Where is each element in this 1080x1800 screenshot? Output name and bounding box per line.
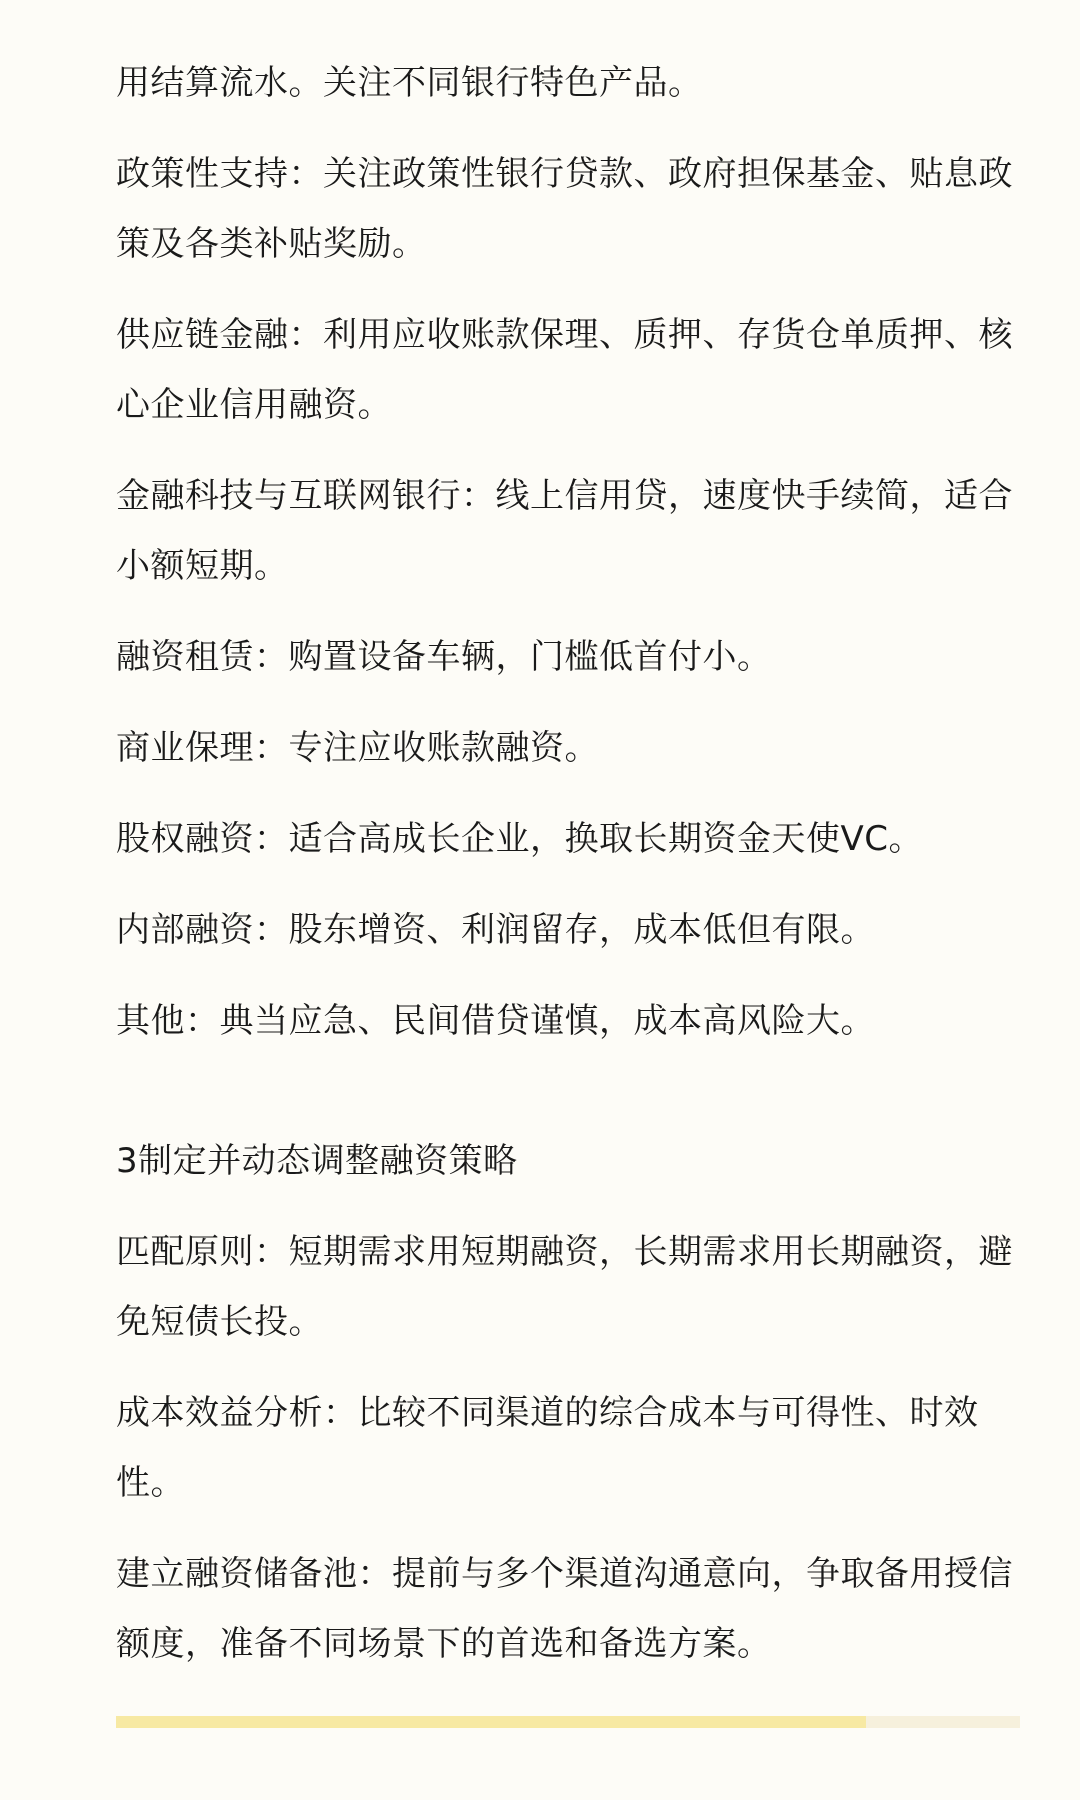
paragraph-matching-principle: 匹配原则：短期需求用短期融资，长期需求用长期融资，避免短债长投。	[116, 1232, 1013, 1342]
paragraph-financial-leasing: 融资租赁：购置设备车辆，门槛低首付小。	[116, 637, 772, 677]
paragraph-fintech-banking: 金融科技与互联网银行：线上信用贷，速度快手续简，适合小额短期。	[116, 476, 1013, 586]
reading-progress-fill	[116, 1716, 866, 1728]
paragraph-reserve-pool: 建立融资储备池：提前与多个渠道沟通意向，争取备用授信额度，准备不同场景下的首选和备选方案。	[116, 1554, 1013, 1664]
paragraph-settlement: 用结算流水。关注不同银行特色产品。	[116, 63, 703, 103]
paragraph-commercial-factoring: 商业保理：专注应收账款融资。	[116, 728, 599, 768]
paragraph-internal-financing: 内部融资：股东增资、利润留存，成本低但有限。	[116, 910, 875, 950]
section-heading: 3制定并动态调整融资策略	[116, 1141, 518, 1181]
paragraph-policy-support: 政策性支持：关注政策性银行贷款、政府担保基金、贴息政策及各类补贴奖励。	[116, 154, 1013, 264]
paragraph-equity-financing: 股权融资：适合高成长企业，换取长期资金天使VC。	[116, 819, 923, 859]
paragraph-other: 其他：典当应急、民间借贷谨慎，成本高风险大。	[116, 1001, 875, 1041]
article-body	[116, 48, 1016, 1700]
reading-progress-bar	[116, 1716, 1020, 1728]
paragraph-supply-chain-finance: 供应链金融：利用应收账款保理、质押、存货仓单质押、核心企业信用融资。	[116, 315, 1013, 425]
paragraph-cost-benefit: 成本效益分析：比较不同渠道的综合成本与可得性、时效性。	[116, 1393, 979, 1503]
